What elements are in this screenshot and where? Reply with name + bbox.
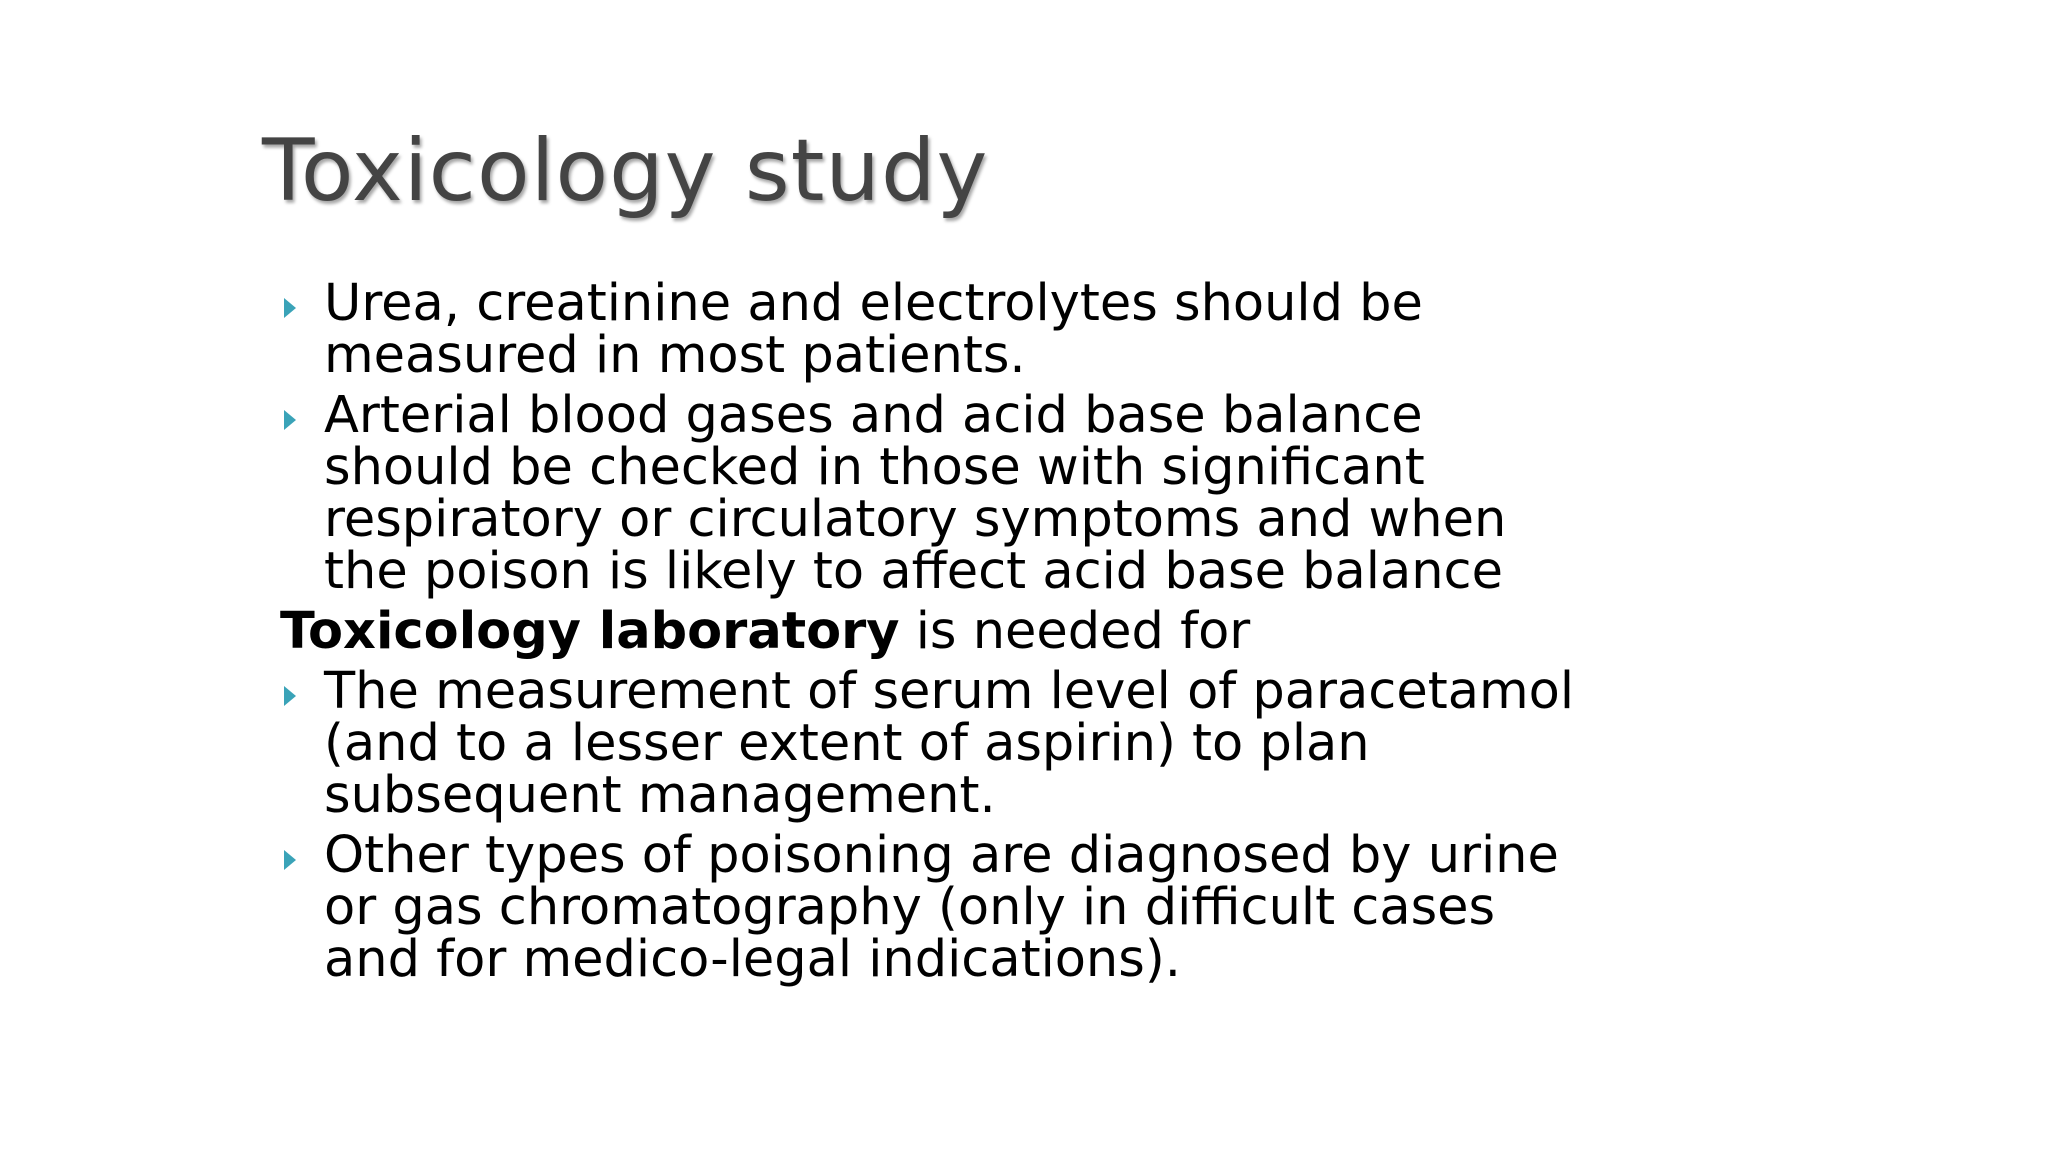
bullet-text-line: should be checked in those with significant — [324, 438, 1425, 497]
slide-title: Toxicology study — [262, 121, 989, 221]
subheading-bold: Toxicology laboratory — [280, 602, 900, 661]
subheading-rest: is needed for — [899, 602, 1251, 661]
bullet-text-line: Urea, creatinine and electrolytes should be — [324, 274, 1423, 333]
bullet-item — [280, 274, 1640, 385]
subheading — [280, 602, 1640, 661]
bullet-text-line: or gas chromatography (only in difficult cases — [324, 878, 1496, 937]
bullet-text-line: Other types of poisoning are diagnosed by urine — [324, 826, 1559, 885]
bullet-text-line: respiratory or circulatory symptoms and when — [324, 490, 1507, 549]
bullet-text-line: the poison is likely to affect acid base balance — [324, 542, 1503, 601]
bullet-text-line: subsequent management. — [324, 766, 996, 825]
bullet-text-line: measured in most patients. — [324, 326, 1026, 385]
bullet-text-line: Arterial blood gases and acid base balance — [324, 386, 1423, 445]
bullet-arrow-icon — [284, 686, 296, 706]
bullet-item — [280, 662, 1640, 825]
bullet-arrow-icon — [284, 298, 296, 318]
bullet-item — [280, 386, 1640, 601]
bullet-text-line: The measurement of serum level of paracetamol — [324, 662, 1574, 721]
bullet-text-line: and for medico-legal indications). — [324, 930, 1181, 989]
bullet-arrow-icon — [284, 850, 296, 870]
bullet-item — [280, 826, 1640, 989]
bullet-text-line: (and to a lesser extent of aspirin) to plan — [324, 714, 1370, 773]
slide-body — [280, 274, 1640, 989]
bullet-arrow-icon — [284, 410, 296, 430]
